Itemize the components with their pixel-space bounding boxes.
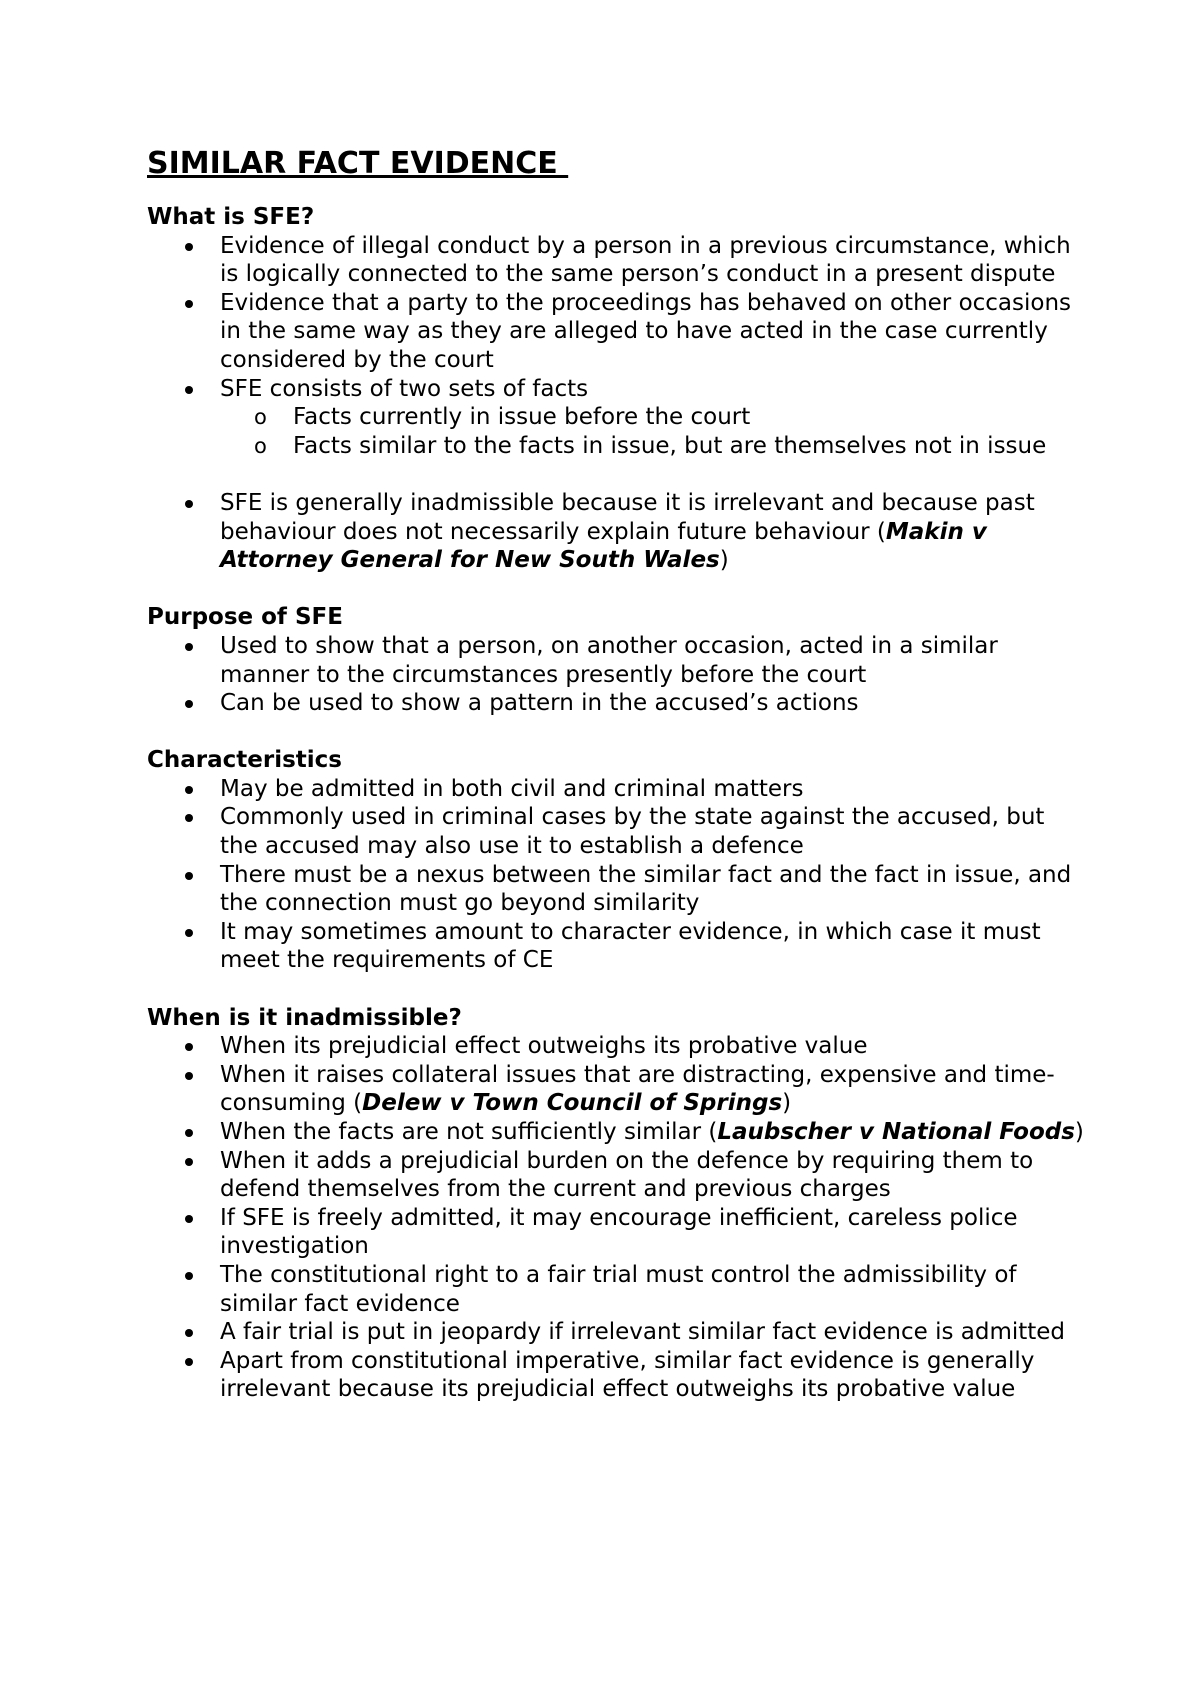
list-item: Evidence of illegal conduct by a person in a previous circumstance, which is logically connected to the same person’s conduct in a present dispute bbox=[147, 232, 1087, 289]
section-gap bbox=[147, 975, 1087, 1004]
list-item: Evidence that a party to the proceedings has behaved on other occasions in the same way as they are alleged to have acted in the case currently considered by the court bbox=[147, 289, 1087, 375]
circle-bullet-icon: o bbox=[254, 405, 267, 430]
bullet-icon bbox=[185, 1129, 193, 1137]
section-heading-characteristics: Characteristics bbox=[147, 747, 342, 774]
list-item: Can be used to show a pattern in the accused’s actions bbox=[147, 689, 1087, 718]
bullet-icon bbox=[185, 1329, 193, 1337]
list-item: It may sometimes amount to character evidence, in which case it must meet the requirements of CE bbox=[147, 918, 1087, 975]
list-item: Apart from constitutional imperative, similar fact evidence is generally irrelevant because its prejudicial effect outweighs its probative value bbox=[147, 1347, 1087, 1404]
bullet-icon bbox=[185, 243, 193, 251]
section-gap bbox=[147, 575, 1087, 604]
circle-bullet-icon: o bbox=[254, 433, 267, 458]
bullet-icon bbox=[185, 300, 193, 308]
list-item: Used to show that a person, on another occasion, acted in a similar manner to the circumstances presently before the court bbox=[147, 632, 1087, 689]
list-item: The constitutional right to a fair trial must control the admissibility of similar fact evidence bbox=[147, 1261, 1087, 1318]
bullet-icon bbox=[185, 814, 193, 822]
bullet-icon bbox=[185, 1358, 193, 1366]
bullet-icon bbox=[185, 929, 193, 937]
list-item: There must be a nexus between the similar fact and the fact in issue, and the connection must go beyond similarity bbox=[147, 861, 1087, 918]
list-item: SFE is generally inadmissible because it is irrelevant and because past behaviour does not necessarily explain future behaviour (Makin v Attorney General for New South Wales) bbox=[147, 489, 1087, 575]
list-item: May be admitted in both civil and criminal matters bbox=[147, 775, 1087, 804]
bullet-icon bbox=[185, 786, 193, 794]
blank-line bbox=[220, 460, 1087, 489]
bullet-icon bbox=[185, 1043, 193, 1051]
section-heading-inadmissible: When is it inadmissible? bbox=[147, 1004, 462, 1031]
section-heading-what-is-sfe: What is SFE? bbox=[147, 204, 315, 230]
section-gap bbox=[147, 718, 1087, 747]
bullet-icon bbox=[185, 1072, 193, 1080]
inadmissible-list bbox=[147, 1032, 1087, 1404]
bullet-icon bbox=[185, 500, 193, 508]
bullet-icon bbox=[185, 1215, 193, 1223]
purpose-list bbox=[147, 632, 1087, 718]
bullet-icon bbox=[185, 700, 193, 708]
sub-list-item: o Facts currently in issue before the court bbox=[254, 404, 751, 431]
list-item: If SFE is freely admitted, it may encourage inefficient, careless police investigation bbox=[147, 1204, 1087, 1261]
case-citation: Delew v Town Council of Springs bbox=[362, 1090, 783, 1117]
document-title: SIMILAR FACT EVIDENCE bbox=[147, 146, 569, 181]
bullet-icon bbox=[185, 1272, 193, 1280]
list-item: A fair trial is put in jeopardy if irrelevant similar fact evidence is admitted bbox=[147, 1318, 1087, 1347]
sub-list bbox=[220, 403, 1087, 460]
list-item: When its prejudicial effect outweighs its probative value bbox=[147, 1032, 1087, 1061]
list-item: When it adds a prejudicial burden on the defence by requiring them to defend themselves from the current and previous charges bbox=[147, 1147, 1087, 1204]
sub-list-item: o Facts similar to the facts in issue, but are themselves not in issue bbox=[254, 432, 1047, 459]
list-item: When the facts are not sufficiently similar (Laubscher v National Foods) bbox=[147, 1118, 1087, 1147]
document-body bbox=[147, 144, 1087, 1404]
list-item: SFE consists of two sets of facts o Facts currently in issue before the court o Facts similar to the facts in issue, but are themselves not in issue bbox=[147, 375, 1087, 489]
bullet-icon bbox=[185, 872, 193, 880]
case-citation: Laubscher v National Foods bbox=[717, 1119, 1075, 1145]
list-item: Commonly used in criminal cases by the state against the accused, but the accused may also use it to establish a defence bbox=[147, 803, 1087, 860]
section-heading-purpose: Purpose of SFE bbox=[147, 604, 343, 631]
bullet-icon bbox=[185, 643, 193, 651]
bullet-icon bbox=[185, 386, 193, 394]
bullet-icon bbox=[185, 1158, 193, 1166]
list-item: When it raises collateral issues that are distracting, expensive and time-consuming (Delew v Town Council of Springs) bbox=[147, 1061, 1087, 1118]
case-citation: Makin v Attorney General for New South Wales bbox=[220, 518, 987, 574]
what-is-sfe-list bbox=[147, 232, 1087, 575]
characteristics-list bbox=[147, 775, 1087, 975]
